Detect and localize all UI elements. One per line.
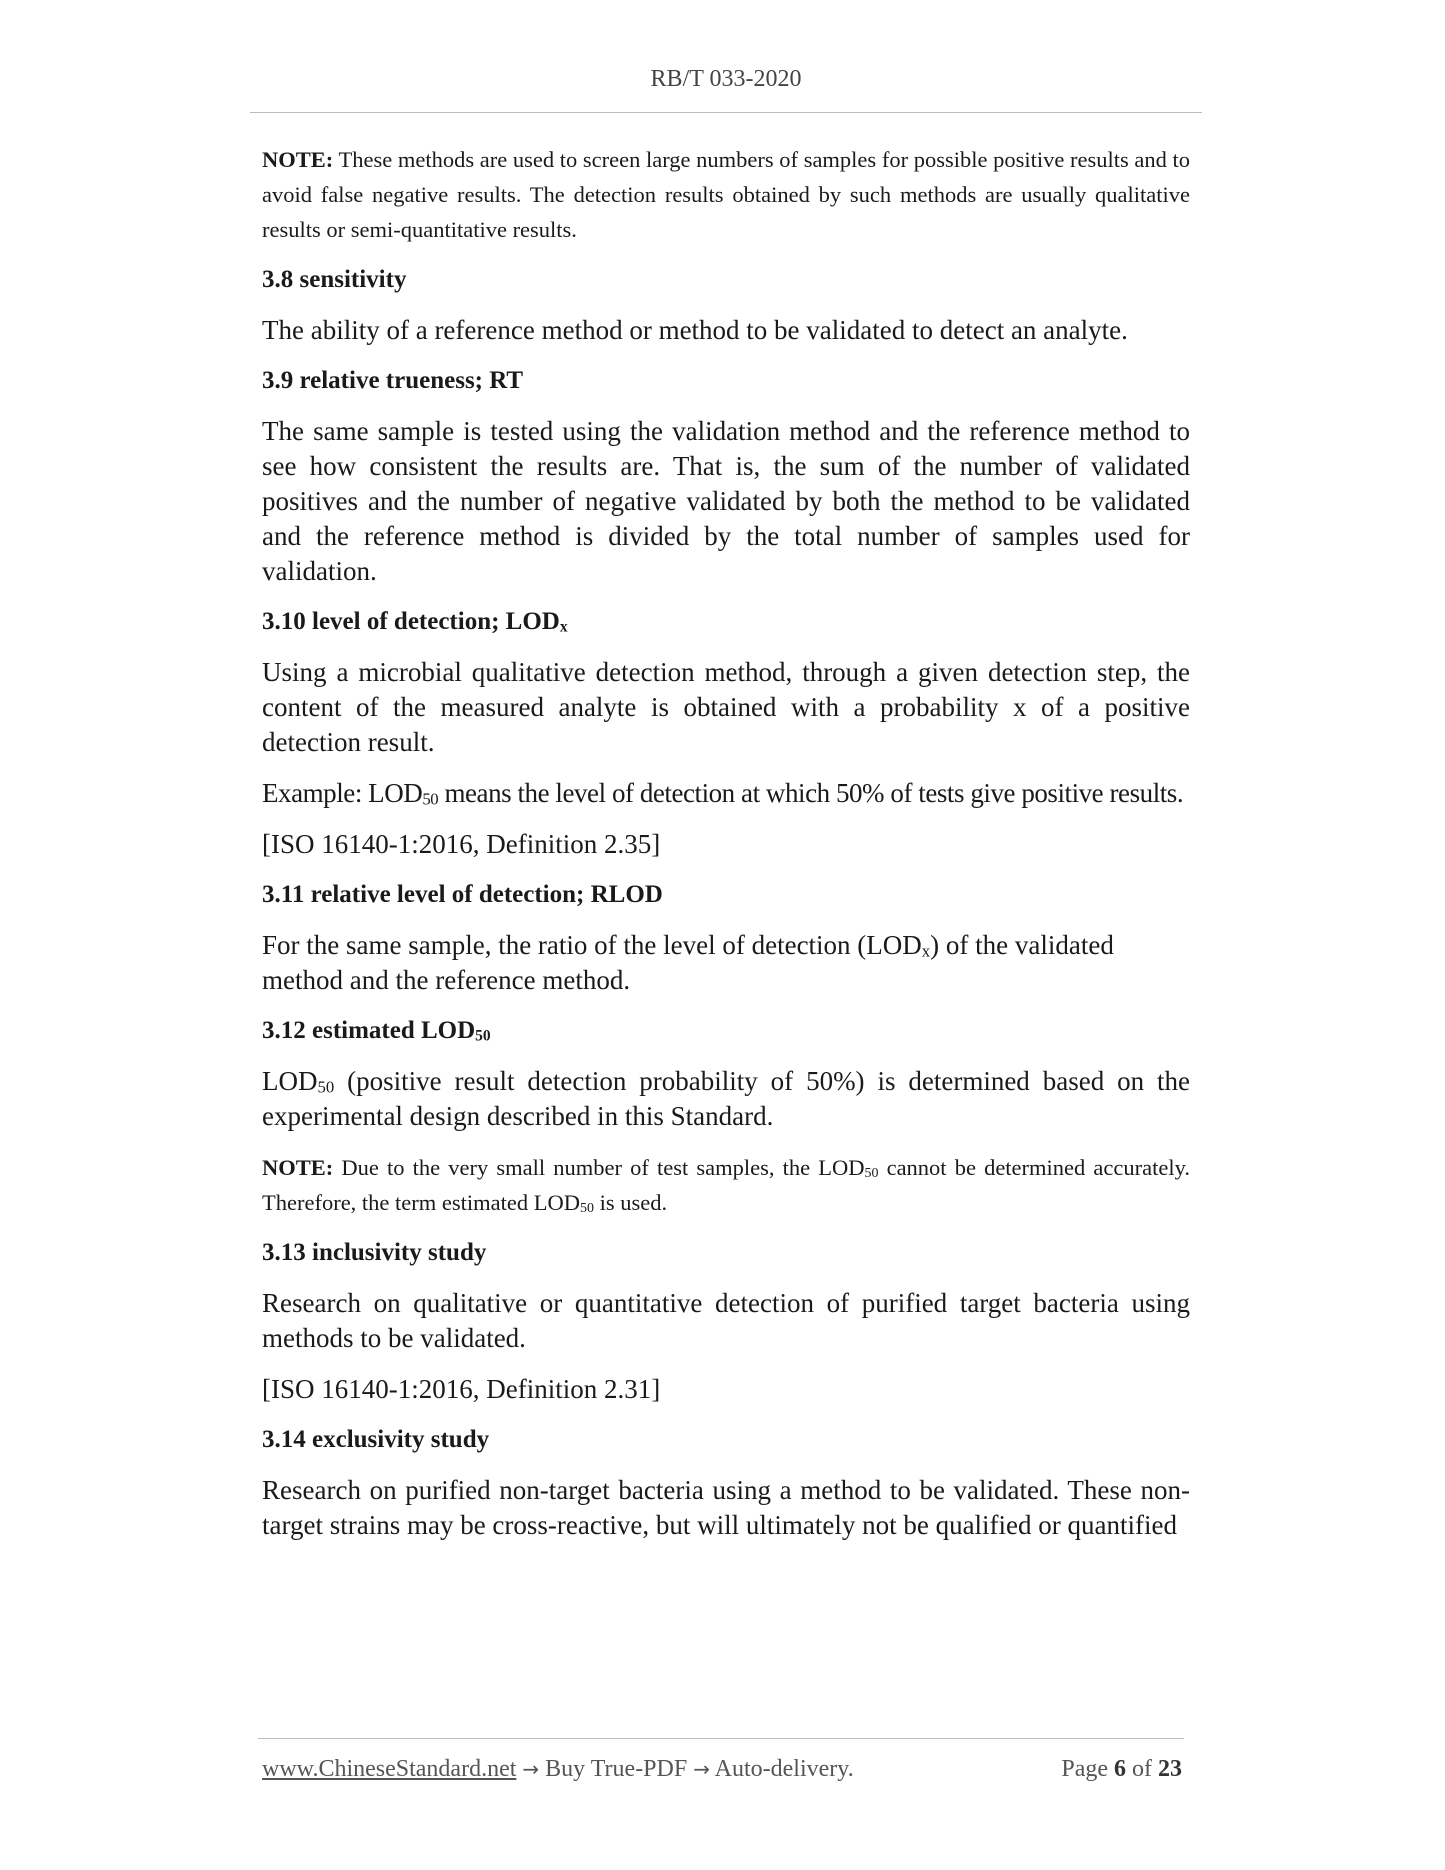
current-page-number: 6 xyxy=(1114,1756,1126,1782)
section-3-9-body: The same sample is tested using the validation method and the reference method to see how consistent the results are. That is, the sum of the number of validated positives and the number of negative validated by both the method to be validated and the reference method is divided by the total number of samples used for validation. xyxy=(262,416,1190,586)
subscript: x xyxy=(559,618,568,636)
heading-text: 3.12 estimated LOD xyxy=(262,1017,476,1044)
buy-pdf-text: Buy True-PDF xyxy=(539,1756,694,1782)
note-text-tail: is used. xyxy=(593,1190,668,1215)
section-3-13-heading: 3.13 inclusivity study xyxy=(262,1239,487,1266)
heading-text: 3.10 level of detection; LOD xyxy=(262,608,560,635)
subscript: 50 xyxy=(475,1027,491,1045)
section-3-12-heading xyxy=(262,1014,1190,1048)
section-3-14-body: Research on purified non-target bacteria using a method to be validated. These non-target strains may be cross-reactive, but will ultimately not be qualified or quantified xyxy=(262,1475,1190,1540)
footer-divider xyxy=(258,1738,1184,1739)
of-label: of xyxy=(1126,1756,1158,1782)
auto-delivery-text: Auto-delivery. xyxy=(709,1756,854,1782)
note-label: NOTE: xyxy=(262,1155,334,1180)
note-text: Due to the very small number of test samples, the LOD xyxy=(333,1155,865,1180)
section-3-14-heading: 3.14 exclusivity study xyxy=(262,1426,490,1453)
section-3-12-body xyxy=(262,1064,1190,1134)
body-text: LOD xyxy=(262,1066,318,1096)
section-3-10-body: Using a microbial qualitative detection method, through a given detection step, the content of the measured analyte is obtained with a probability x of a positive detection result. xyxy=(262,657,1190,757)
footer-links xyxy=(262,1756,854,1783)
total-pages-number: 23 xyxy=(1158,1756,1182,1782)
section-3-9-heading: 3.9 relative trueness; RT xyxy=(262,367,524,394)
section-3-8-heading: 3.8 sensitivity xyxy=(262,266,407,293)
section-3-10-example xyxy=(262,776,1190,811)
section-3-10-reference: [ISO 16140-1:2016, Definition 2.35] xyxy=(262,829,661,859)
note-label: NOTE: xyxy=(262,147,334,172)
page-indicator xyxy=(1061,1756,1182,1783)
note-paragraph xyxy=(262,142,1190,247)
subscript: 50 xyxy=(422,789,439,809)
subscript: 50 xyxy=(864,1166,879,1182)
section-3-13-reference: [ISO 16140-1:2016, Definition 2.31] xyxy=(262,1374,661,1404)
page-label: Page xyxy=(1061,1756,1114,1782)
example-text: Example: LOD xyxy=(262,778,423,808)
subscript: x xyxy=(921,941,931,961)
section-3-13-body: Research on qualitative or quantitative detection of purified target bacteria using methods to be validated. xyxy=(262,1288,1190,1353)
body-text: For the same sample, the ratio of the level of detection (LOD xyxy=(262,930,922,960)
body-text-tail: ) of the validated method and the reference method. xyxy=(262,930,1114,995)
example-text-tail: means the level of detection at which 50% of tests give positive results. xyxy=(438,778,1184,808)
subscript: 50 xyxy=(317,1077,335,1097)
section-3-11-body xyxy=(262,928,1190,998)
note-text: These methods are used to screen large numbers of samples for possible positive results and to avoid false negative results. The detection results obtained by such methods are usually qualitative results or semi-quantitative results. xyxy=(262,147,1190,242)
document-id-header: RB/T 033-2020 xyxy=(650,66,802,92)
header-divider xyxy=(250,112,1202,113)
subscript: 50 xyxy=(580,1201,594,1217)
arrow-right-icon: → xyxy=(522,1757,540,1781)
section-3-8-body: The ability of a reference method or method to be validated to detect an analyte. xyxy=(262,315,1128,345)
arrow-right-icon: → xyxy=(693,1757,710,1781)
section-3-11-heading: 3.11 relative level of detection; RLOD xyxy=(262,881,663,908)
page-content xyxy=(262,142,1190,1543)
note-text-mid: cannot be determined accurately. Therefore, the term estimated LOD xyxy=(262,1155,1190,1215)
website-link[interactable]: www.ChineseStandard.net xyxy=(262,1756,517,1782)
body-text-tail: (positive result detection probability of 50%) is determined based on the experimental design described in this Standard. xyxy=(262,1066,1190,1131)
section-3-10-heading xyxy=(262,605,1190,639)
section-3-12-note xyxy=(262,1150,1190,1220)
